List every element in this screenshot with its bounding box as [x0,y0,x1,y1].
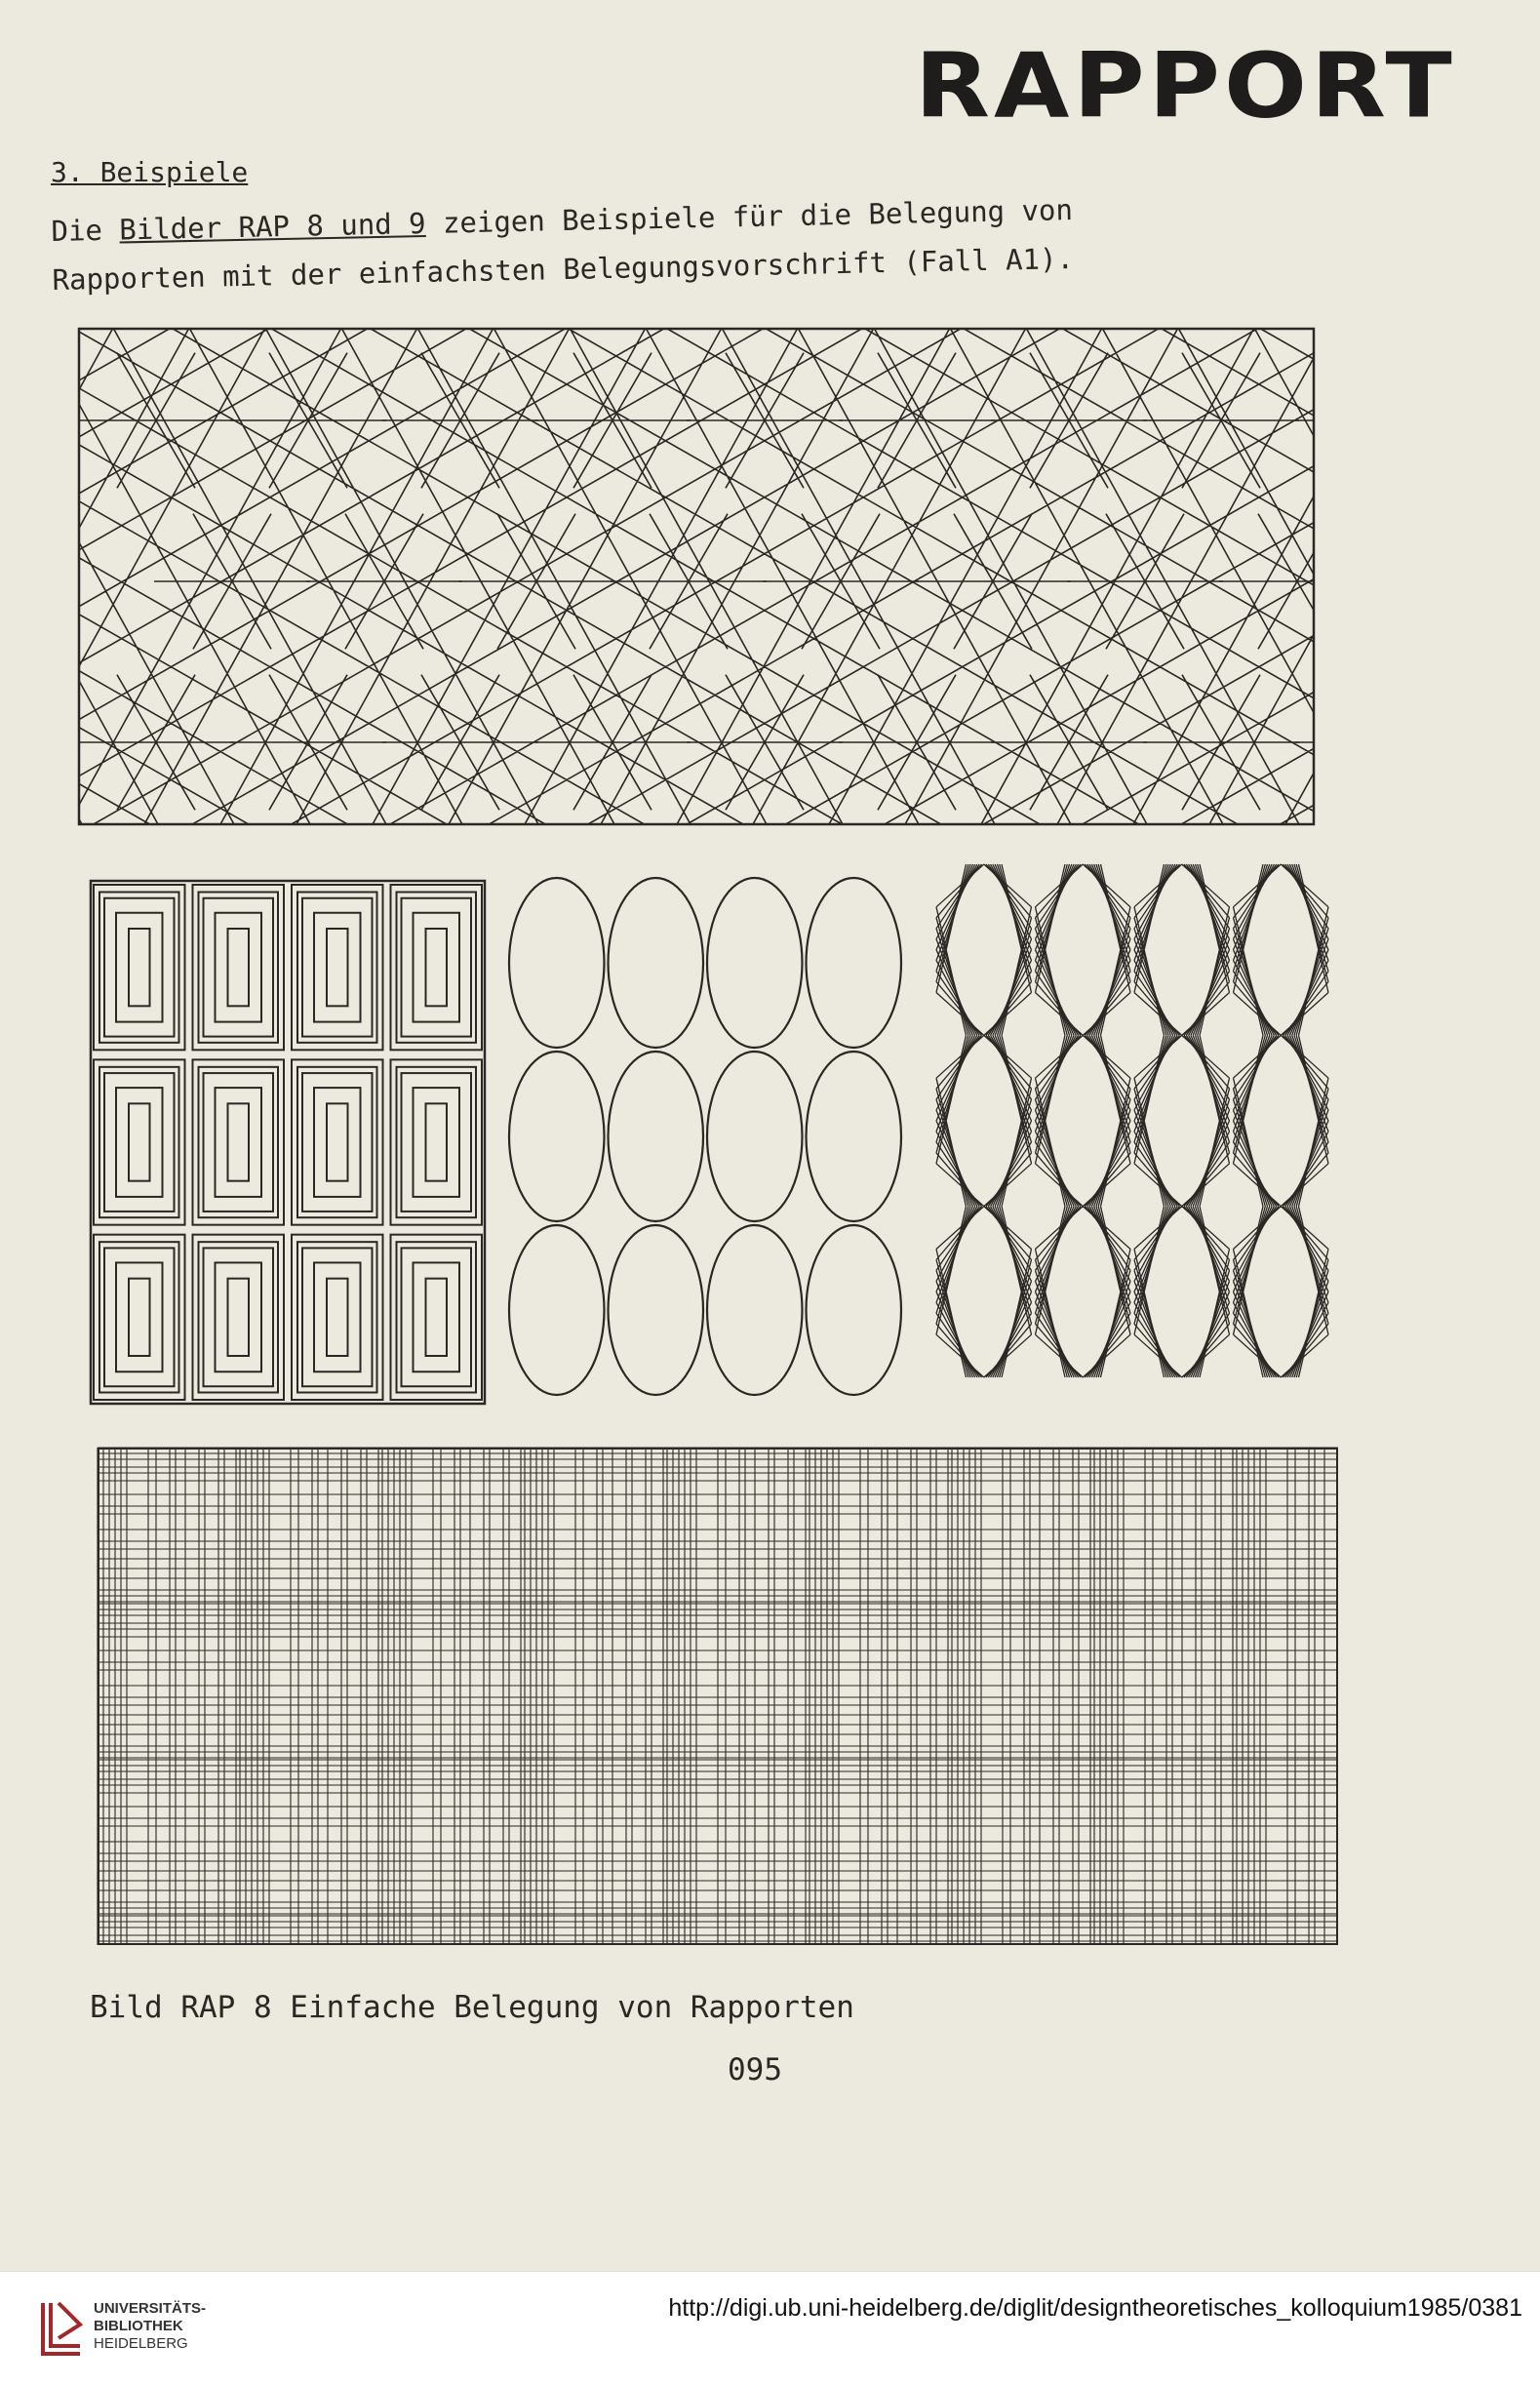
lens-cell [936,864,1032,1035]
nested-rectangle [292,1235,383,1400]
nested-rectangle [426,1103,448,1180]
nested-rectangle [426,1279,448,1356]
star-node [1067,514,1223,650]
nested-rectangles-pattern [90,880,486,1405]
star-node [78,675,234,811]
lens-cell [1036,1035,1131,1206]
nested-rectangle [302,1248,373,1386]
string-art-lens-pattern [934,864,1330,1377]
pattern-ellipse [707,1225,803,1395]
library-name [94,2300,206,2353]
star-node [991,675,1147,811]
nested-rectangle [199,1067,279,1217]
pattern-ellipse [609,878,704,1048]
nested-rectangle [391,1235,483,1400]
pattern-ellipse [807,1225,902,1395]
star-node [154,514,310,650]
footer-bar [0,2271,1540,2385]
star-lattice-pattern [78,328,1315,825]
nested-rectangle [104,1248,175,1386]
star-node [382,675,538,811]
star-node [687,675,843,811]
nested-rectangle [199,893,279,1043]
nested-rectangle [99,893,179,1043]
nested-rectangle [94,885,185,1050]
nested-rectangle [94,1235,185,1400]
nested-rectangle [104,1073,175,1212]
nested-rectangle [397,1067,477,1217]
pattern-ellipse [609,1052,704,1221]
star-node [78,353,234,489]
pattern-ellipse [509,1052,605,1221]
lattice-lines [0,328,1540,825]
star-node [839,353,995,489]
nested-rectangle [204,1073,274,1212]
figure-caption: Bild RAP 8 Einfache Belegung von Rapporten [90,1990,854,2025]
nested-rectangle [193,885,285,1050]
nested-rectangle [204,898,274,1037]
nested-rectangle [402,898,472,1037]
nested-rectangle [391,885,483,1050]
page-number: 095 [728,2052,782,2087]
paragraph-text: Die [51,213,120,248]
nested-rectangle [402,1248,472,1386]
pattern-ellipse [609,1225,704,1395]
nested-rectangle [327,1103,348,1180]
nested-rectangle [129,1279,150,1356]
nested-rectangle [99,1242,179,1392]
nested-rectangle [99,1067,179,1217]
nested-rectangle [129,929,150,1006]
nested-rectangle [204,1248,274,1386]
nested-rectangle [129,1103,150,1180]
pattern-ellipse [707,878,803,1048]
lens-cell [1134,864,1230,1035]
nested-rectangle [327,929,348,1006]
nested-rectangle [104,898,175,1037]
nested-rectangle [228,1103,250,1180]
lens-cell [1036,864,1131,1035]
pattern-ellipse [509,878,605,1048]
nested-rectangle [327,1279,348,1356]
library-logo-icon [37,2299,86,2358]
rapport-stamp: RAPPORT [915,32,1456,139]
ellipse-grid-pattern [507,876,903,1397]
pattern-ellipse [707,1052,803,1221]
lens-cell [1234,1207,1329,1377]
nested-rectangle [94,1059,185,1224]
section-heading: 3. Beispiele [51,156,249,188]
plaid-lines [98,1448,1338,1945]
nested-rectangle [292,1059,383,1224]
pattern-ellipse [807,1052,902,1221]
nested-rectangle [302,898,373,1037]
nested-rectangle [228,1279,250,1356]
nested-rectangle [297,1067,377,1217]
nested-rectangle [228,929,250,1006]
nested-rectangle [402,1073,472,1212]
star-node [1143,353,1299,489]
nested-rectangle [391,1059,483,1224]
source-url-link[interactable]: http://digi.ub.uni-heidelberg.de/diglit/designtheoretisches_kolloquium1985/0381 [668,2294,1522,2322]
lens-cell [1134,1207,1230,1377]
figure-reference: Bilder RAP 8 und 9 [118,206,426,247]
nested-rectangle [199,1242,279,1392]
nested-rectangle [426,929,448,1006]
nested-rectangle [193,1235,285,1400]
nested-rectangle [297,1242,377,1392]
pattern-ellipse [807,878,902,1048]
star-node [230,353,386,489]
nested-rectangle [193,1059,285,1224]
star-node [839,675,995,811]
lens-cell [936,1035,1032,1206]
lens-cell [1234,1035,1329,1206]
lens-cell [1036,1207,1131,1377]
library-name-line: BIBLIOTHEK [94,2318,183,2334]
star-node [458,514,614,650]
plaid-grid-pattern [98,1448,1338,1945]
paragraph-text: zeigen Beispiele für die Belegung von [425,193,1074,240]
star-node [687,353,843,489]
nested-rectangle [397,893,477,1043]
nested-rectangle [302,1073,373,1212]
star-node [534,675,691,811]
lens-cell [936,1207,1032,1377]
library-name-line: HEIDELBERG [94,2335,188,2352]
lens-cell [1234,864,1329,1035]
star-node [306,514,462,650]
lens-cell [1134,1035,1230,1206]
nested-rectangle [397,1242,477,1392]
paragraph-line-2: Rapporten mit der einfachsten Belegungsvorschrift (Fall A1). [52,242,1075,297]
nested-rectangle [292,885,383,1050]
pattern-ellipse [509,1225,605,1395]
nested-rectangle [297,893,377,1043]
library-name-line: UNIVERSITÄTS- [94,2300,207,2317]
